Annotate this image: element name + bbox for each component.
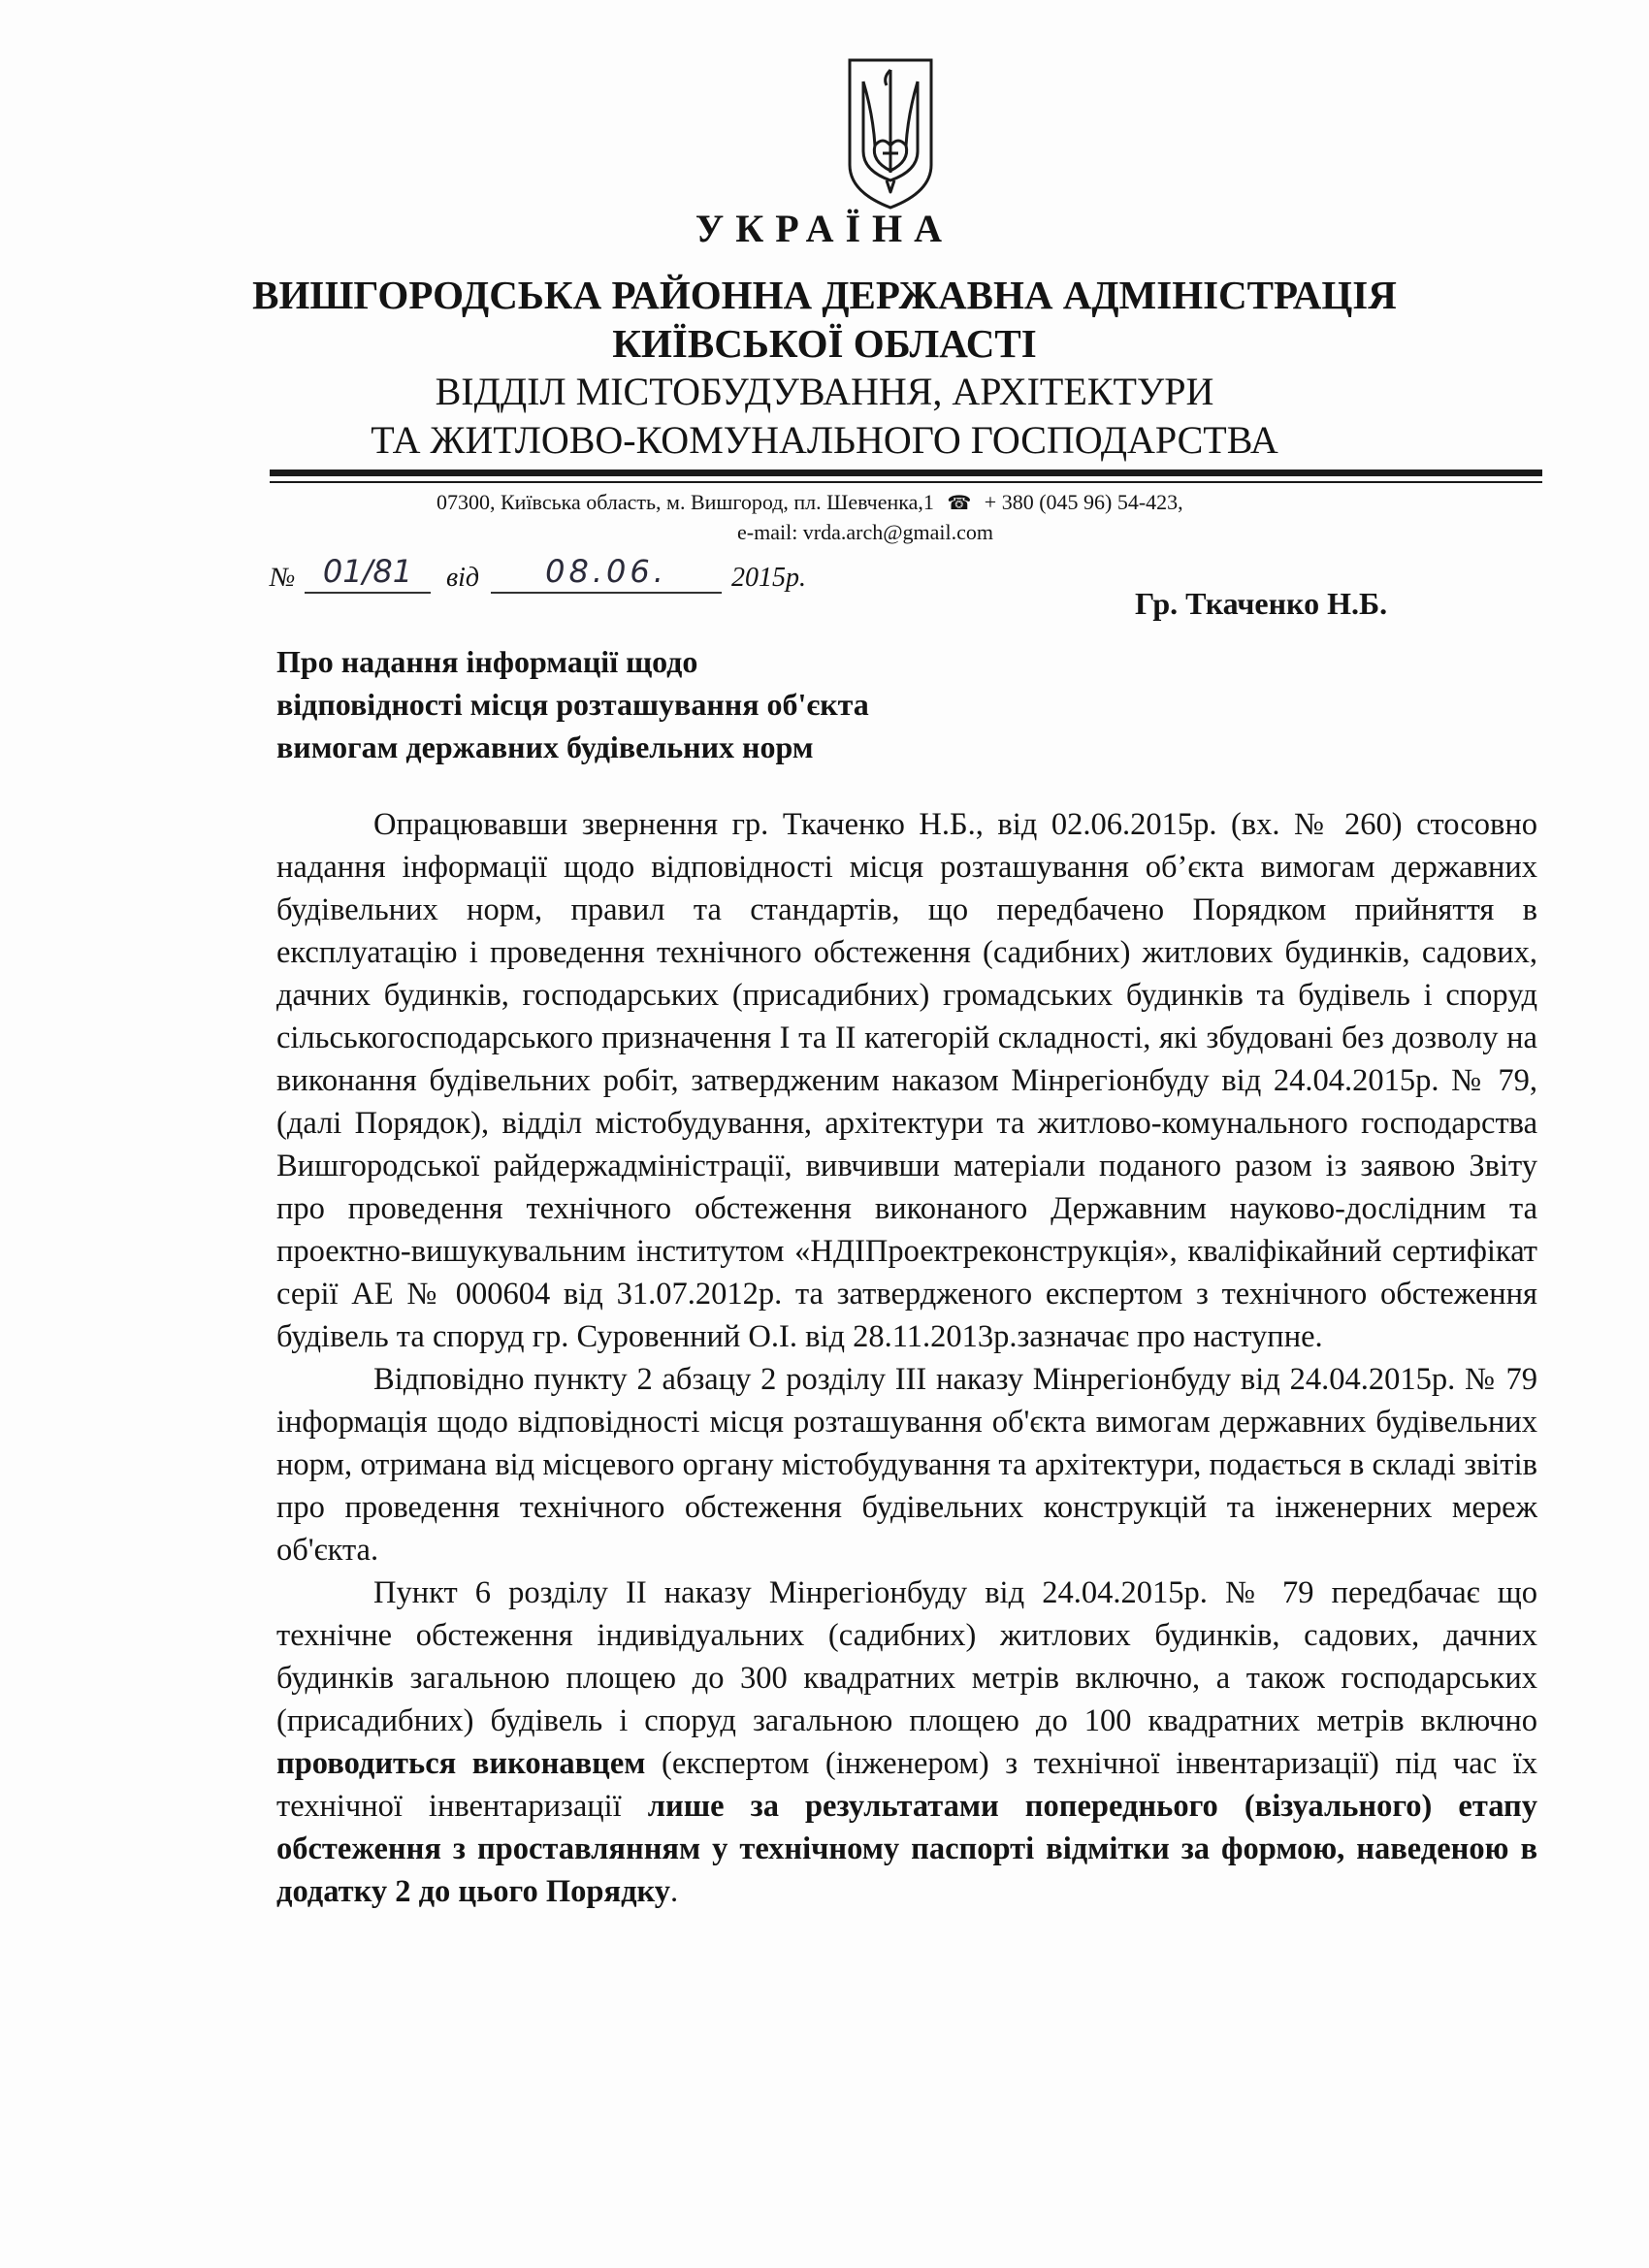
postal-address: 07300, Київська область, м. Вишгород, пл. Шевченка,1 bbox=[436, 490, 934, 514]
subject-line: Про надання інформації щодо bbox=[276, 644, 698, 679]
phone-number: + 380 (045 96) 54-423, bbox=[984, 490, 1183, 514]
phone-icon: ☎ bbox=[947, 491, 972, 514]
paragraph-3-text: Пункт 6 розділу ІІ наказу Мінрегіонбуду від 24.04.2015р. № 79 передбачає що технічне обстеження індивідуальних (садибних) житлових будинків, садових, дачних будинків загальною площею до 300 квадратних метрів включно, а також господарських (присадибних) будівель і споруд загальною площею до 100 квадратних метрів включно bbox=[276, 1575, 1537, 1738]
addressee: Гр. Ткаченко Н.Б. bbox=[1135, 586, 1388, 621]
paragraph-3-emphasis: проводиться виконавцем bbox=[276, 1746, 646, 1781]
letter-subject bbox=[276, 640, 869, 768]
header-divider-thick bbox=[270, 470, 1542, 476]
department-name-line-2: ТА ЖИТЛОВО-КОМУНАЛЬНОГО ГОСПОДАРСТВА bbox=[371, 418, 1278, 462]
country-title: УКРАЇНА bbox=[695, 207, 954, 250]
trident-coat-of-arms-icon bbox=[844, 56, 937, 211]
registration-date-handwritten: 08.06. bbox=[491, 553, 722, 594]
body-paragraph-2: Відповідно пункту 2 абзацу 2 розділу ІІІ наказу Мінрегіонбуду від 24.04.2015р. № 79 інформація щодо відповідності місця розташування об'єкта вимогам державних будівельних норм, отримана від місцевого органу містобудування та архітектури, подається в складі звітів про проведення технічного обстеження будівельних конструкцій та інженерних мереж об'єкта. bbox=[276, 1362, 1537, 1568]
postal-address-line bbox=[436, 490, 1183, 515]
letter-body bbox=[276, 803, 1537, 1913]
org-name-line-2: КИЇВСЬКОЇ ОБЛАСТІ bbox=[612, 321, 1037, 366]
subject-line: вимогам державних будівельних норм bbox=[276, 729, 814, 764]
body-paragraph-3 bbox=[276, 1571, 1537, 1913]
department-name-line-1: ВІДДІЛ МІСТОБУДУВАННЯ, АРХІТЕКТУРИ bbox=[435, 370, 1214, 413]
body-paragraph-1: Опрацювавши звернення гр. Ткаченко Н.Б., від 02.06.2015р. (вх. № 260) стосовно надання інформації щодо відповідності місця розташування об’єкта вимогам державних будівельних норм, правил та стандартів, що передбачено Порядком прийняття в експлуатацію і проведення технічного обстеження (садибних) житлових будинків, садових, дачних будинків, господарських (присадибних) громадських будинків та будівель і споруд сільськогосподарського призначення І та ІІ категорій складності, які збудовані без дозволу на виконання будівельних робіт, затвердженим наказом Мінрегіонбуду від 24.04.2015р. № 79, (далі Порядок), відділ містобудування, архітектури та житлово-комунального господарства Вишгородської райдержадміністрації, вивчивши матеріали поданого разом із заявою Звіту про проведення технічного обстеження виконаного Державним науково-дослідним та проектно-вишукувальним інститутом «НДІПроектреконструкція», кваліфікайний сертифікат серії АЕ № 000604 від 31.07.2012р. та затвердженого експертом з технічного обстеження будівель та споруд гр. Суровенний О.І. від 28.11.2013р.зазначає про наступне. bbox=[276, 807, 1537, 1354]
header-divider-thin bbox=[270, 481, 1542, 483]
registration-date-label: від bbox=[446, 563, 480, 593]
paragraph-3-end: . bbox=[670, 1874, 679, 1909]
registration-line bbox=[270, 553, 1046, 601]
registration-number-handwritten: 01/81 bbox=[305, 553, 431, 594]
paragraph-3-text: (експертом (інженером) з технічної інвентаризації) під час їх технічної інвентаризації bbox=[276, 1746, 1537, 1824]
org-name-line-1: ВИШГОРОДСЬКА РАЙОННА ДЕРЖАВНА АДМІНІСТРАЦІЯ bbox=[252, 273, 1397, 317]
paragraph-3-emphasis: лише за результатами попереднього (візуального) етапу обстеження з проставлянням у технічному паспорті відмітки за формою, наведеною в додатку 2 до цього Порядку bbox=[276, 1789, 1538, 1909]
email-address: e-mail: vrda.arch@gmail.com bbox=[737, 520, 993, 544]
registration-number-label: № bbox=[270, 563, 296, 593]
subject-line: відповідності місця розташування об'єкта bbox=[276, 687, 869, 722]
registration-year: 2015р. bbox=[731, 563, 806, 593]
